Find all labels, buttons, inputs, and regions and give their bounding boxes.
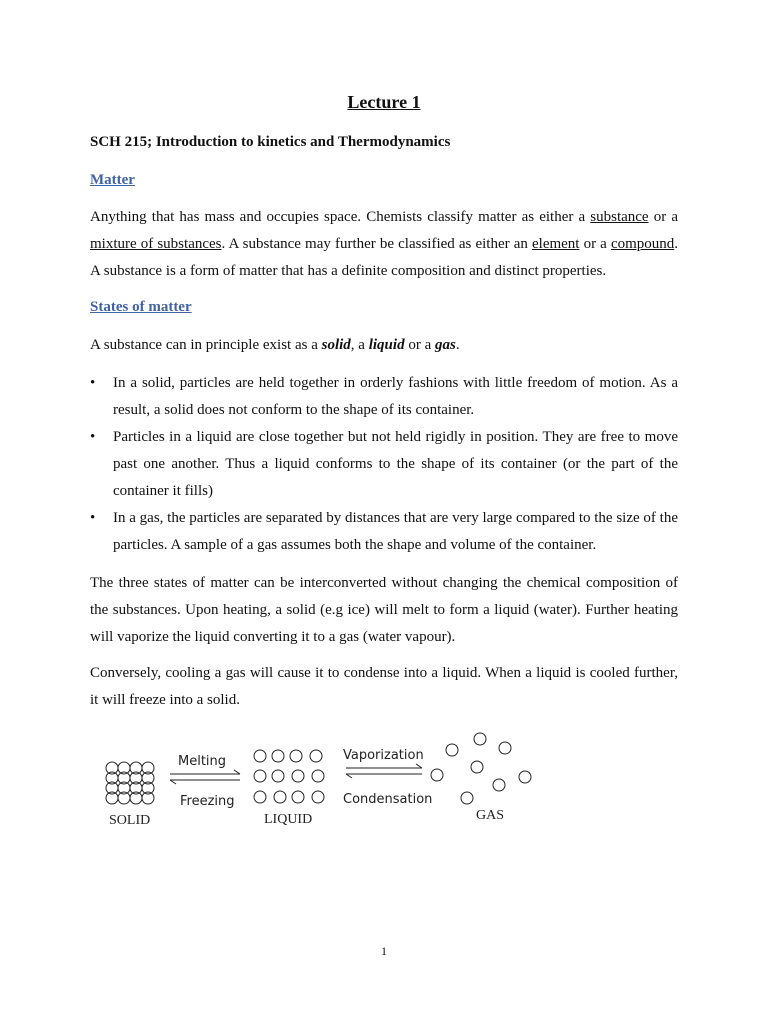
vaporization-condensation-arrows <box>346 764 422 778</box>
matter-text-2: or a <box>648 209 678 225</box>
cooling-paragraph: Conversely, cooling a gas will cause it to condense into a liquid. When a liquid is cooled further, it will freeze into a solid. <box>90 665 678 708</box>
states-intro <box>90 332 678 359</box>
gas-particles <box>431 733 531 804</box>
heading-states-of-matter: States of matter <box>90 299 192 315</box>
term-gas: gas <box>434 337 456 353</box>
interconversion-paragraph: The three states of matter can be interconverted without changing the chemical composition of the substances. Upon heating, a solid (e.g ice) will melt to form a liquid (water). Further heating will vaporize the liquid converting it to a gas (water vapour). <box>90 575 678 645</box>
bullet-text: Particles in a liquid are close together but not held rigidly in position. They are free to move past one another. Thus a liquid conforms to the shape of its container (or the part of the container it fills) <box>113 429 678 499</box>
term-substance: substance <box>590 209 649 225</box>
states-intro-text-4: . <box>455 337 460 353</box>
matter-paragraph <box>90 204 678 285</box>
states-intro-text-3: or a <box>404 337 435 353</box>
bullet-solid <box>90 370 678 424</box>
states-intro-text-2: , a <box>350 337 369 353</box>
heading-matter: Matter <box>90 172 135 188</box>
melting-freezing-arrows <box>170 770 240 784</box>
label-freezing: Freezing <box>180 794 235 809</box>
bullet-text: In a solid, particles are held together in orderly fashions with little freedom of motion. As a result, a solid does not conform to the shape of its container. <box>113 375 678 418</box>
label-melting: Melting <box>178 754 227 769</box>
bullet-dot: • <box>90 375 96 391</box>
page-number: 1 <box>381 944 387 958</box>
term-element: element <box>532 236 580 252</box>
solid-particles <box>106 762 154 804</box>
label-gas: GAS <box>476 808 505 823</box>
matter-text-3: . A substance may further be classified as either an <box>221 236 532 252</box>
matter-text-4: or a <box>579 236 611 252</box>
bullet-liquid <box>90 424 678 505</box>
bullet-gas <box>90 505 678 559</box>
states-diagram <box>100 728 540 838</box>
term-liquid: liquid <box>368 337 405 353</box>
term-compound: compound <box>610 236 675 252</box>
states-bullet-list <box>90 370 678 559</box>
term-mixture-of-substances: mixture of substances <box>90 236 222 252</box>
lecture-title: Lecture 1 <box>347 92 421 112</box>
label-solid: SOLID <box>109 813 151 828</box>
course-title: SCH 215; Introduction to kinetics and Thermodynamics <box>90 134 451 150</box>
bullet-dot: • <box>90 510 96 526</box>
bullet-dot: • <box>90 429 96 445</box>
matter-text-1: Anything that has mass and occupies space. Chemists classify matter as either a <box>90 209 591 225</box>
liquid-particles <box>254 750 324 803</box>
matter-text-5: . A substance is a form of matter that has a definite composition and distinct properties. <box>90 236 679 279</box>
label-vaporization: Vaporization <box>343 748 424 763</box>
states-intro-text-1: A substance can in principle exist as a <box>90 337 322 353</box>
bullet-text: In a gas, the particles are separated by distances that are very large compared to the size of the particles. A sample of a gas assumes both the shape and volume of the container. <box>113 510 678 553</box>
term-solid: solid <box>321 337 351 353</box>
label-liquid: LIQUID <box>264 812 313 827</box>
label-condensation: Condensation <box>343 792 433 807</box>
